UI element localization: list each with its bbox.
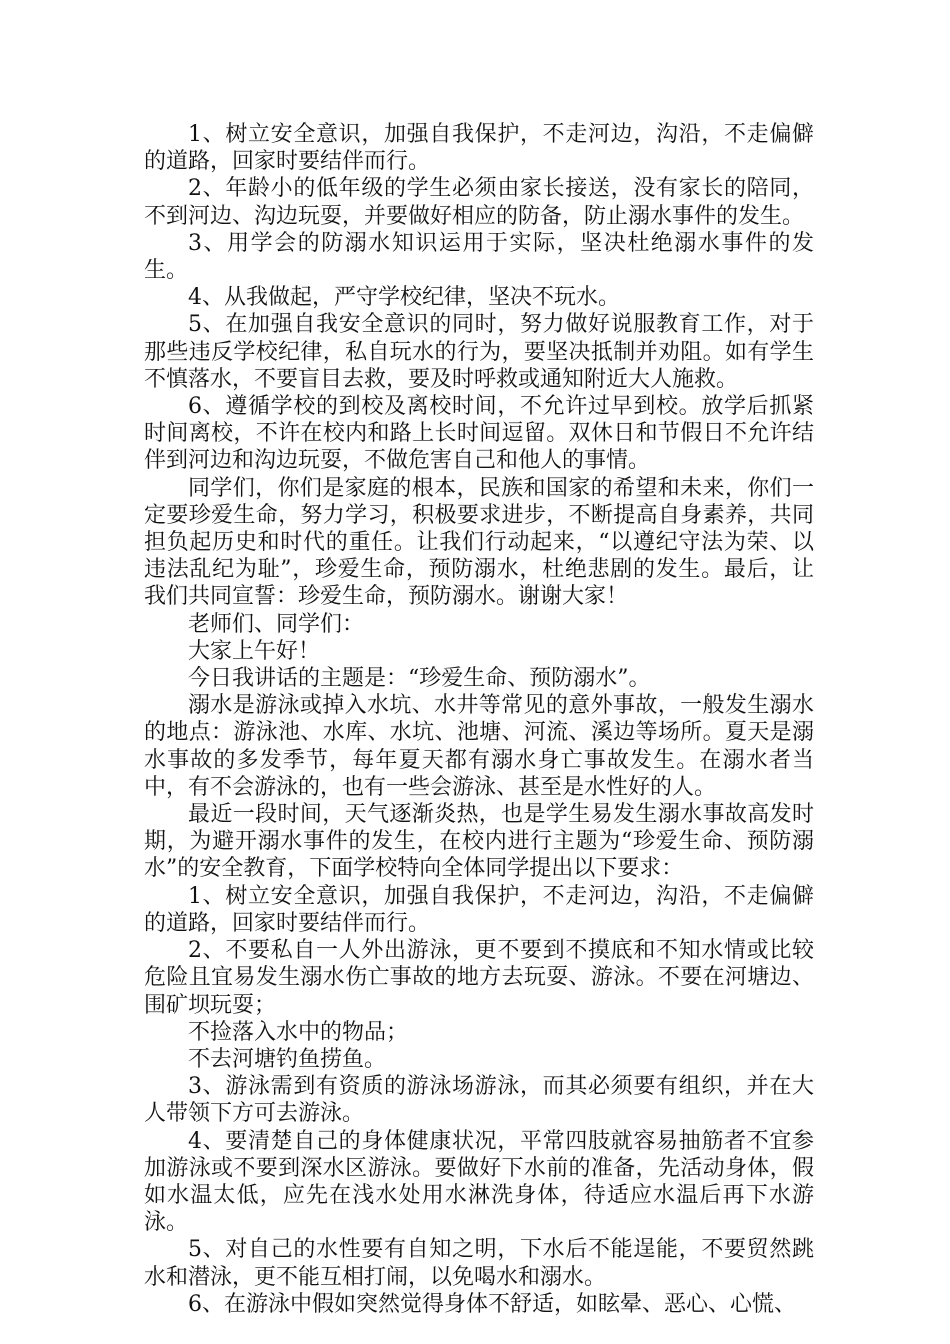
paragraph: 1、树立安全意识，加强自我保护，不走河边，沟沿，不走偏僻的道路，回家时要结伴而行。	[144, 883, 814, 936]
paragraph: 5、在加强自我安全意识的同时，努力做好说服教育工作，对于那些违反学校纪律，私自玩水的行为，要坚决抵制并劝阻。如有学生不慎落水，不要盲目去救，要及时呼救或通知附近大人施救。	[144, 312, 814, 392]
paragraph: 5、对自己的水性要有自知之明，下水后不能逞能，不要贸然跳水和潜泳，更不能互相打闹，以免喝水和溺水。	[144, 1237, 814, 1290]
paragraph: 今日我讲话的主题是：“珍爱生命、预防溺水”。	[188, 666, 651, 692]
paragraph: 4、从我做起，严守学校纪律，坚决不玩水。	[188, 285, 620, 311]
document-body	[144, 121, 814, 1318]
paragraph: 1、树立安全意识，加强自我保护，不走河边，沟沿，不走偏僻的道路，回家时要结伴而行。	[144, 122, 814, 175]
paragraph: 6、遵循学校的到校及离校时间，不允许过早到校。放学后抓紧时间离校，不许在校内和路上长时间逗留。双休日和节假日不允许结伴到河边和沟边玩耍，不做危害自己和他人的事情。	[144, 394, 814, 474]
paragraph: 最近一段时间，天气逐渐炎热，也是学生易发生溺水事故高发时期，为避开溺水事件的发生，在校内进行主题为“珍爱生命、预防溺水”的安全教育，下面学校特向全体同学提出以下要求：	[144, 802, 814, 882]
paragraph: 溺水是游泳或掉入水坑、水井等常见的意外事故，一般发生溺水的地点：游泳池、水库、水坑、池塘、河流、溪边等场所。夏天是溺水事故的多发季节，每年夏天都有溺水身亡事故发生。在溺水者当中，有不会游泳的，也有一些会游泳、甚至是水性好的人。	[144, 693, 814, 800]
paragraph: 大家上午好！	[188, 638, 321, 664]
paragraph: 6、在游泳中假如突然觉得身体不舒适，如眩晕、恶心、心慌、	[188, 1291, 796, 1317]
paragraph: 4、要清楚自己的身体健康状况，平常四肢就容易抽筋者不宜参加游泳或不要到深水区游泳。要做好下水前的准备，先活动身体，假如水温太低，应先在浅水处用水淋洗身体，待适应水温后再下水游泳。	[144, 1128, 814, 1236]
paragraph: 3、用学会的防溺水知识运用于实际，坚决杜绝溺水事件的发生。	[144, 230, 814, 284]
paragraph: 2、不要私自一人外出游泳，更不要到不摸底和不知水情或比较危险且宜易发生溺水伤亡事故的地方去玩耍、游泳。不要在河塘边、围矿坝玩耍；	[144, 938, 814, 1018]
paragraph: 老师们、同学们：	[188, 611, 365, 637]
paragraph: 3、游泳需到有资质的游泳场游泳，而其必须要有组织，并在大人带领下方可去游泳。	[144, 1074, 814, 1127]
paragraph: 不去河塘钓鱼捞鱼。	[188, 1046, 387, 1072]
paragraph: 不捡落入水中的物品；	[188, 1019, 409, 1045]
paragraph: 2、年龄小的低年级的学生必须由家长接送，没有家长的陪同，不到河边、沟边玩耍，并要做好相应的防备，防止溺水事件的发生。	[144, 176, 814, 229]
paragraph: 同学们，你们是家庭的根本，民族和国家的希望和未来，你们一定要珍爱生命，努力学习，积极要求进步，不断提高自身素养，共同担负起历史和时代的重任。让我们行动起来，“以遵纪守法为荣、以违法乱纪为耻”，珍爱生命，预防溺水，杜绝悲剧的发生。最后，让我们共同宣誓：珍爱生命，预防溺水。谢谢大家！	[144, 475, 814, 610]
